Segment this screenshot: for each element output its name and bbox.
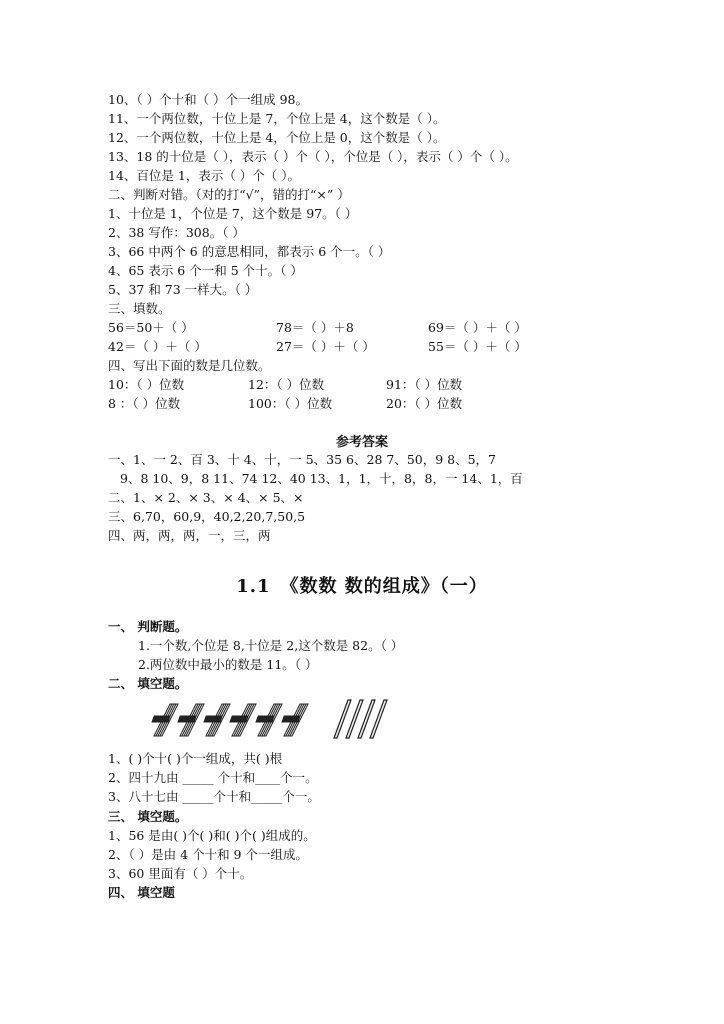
lesson-s2-q2: 2、四十九由 _____ 个十和____个一。 — [108, 770, 318, 785]
lesson-s1-heading: 一、 判断题。 — [108, 619, 188, 634]
lesson-s1-q1: 1.一个数,个位是 8,十位是 2,这个数是 82。（ ） — [138, 638, 404, 653]
fill-item: 78＝（ ）＋8 — [276, 320, 354, 335]
fill-item: 55＝（ ）＋（ ） — [428, 339, 527, 354]
judge-item-5: 5、37 和 73 一样大。（ ） — [108, 282, 258, 297]
digits-item: 91：（ ）位数 — [386, 377, 463, 392]
answers-line-2: 二、1、× 2、× 3、× 4、× 5、× — [108, 490, 304, 505]
lesson-s3-q2: 2、（ ）是由 4 个十和 9 个一组成。 — [108, 847, 308, 862]
answers-line-4: 四、两，两，两，一，三，两 — [108, 528, 271, 543]
digits-item: 12：（ ）位数 — [248, 377, 325, 392]
question-14: 14、百位是 1，表示（ ）个（ ）。 — [108, 168, 301, 183]
digits-item: 8 ：（ ）位数 — [108, 396, 181, 411]
digits-item: 20：（ ）位数 — [386, 396, 463, 411]
stick-bundle-icon — [152, 704, 178, 736]
digits-item: 10：（ ）位数 — [108, 377, 185, 392]
counting-sticks-image — [148, 694, 408, 742]
fill-item: 56＝50＋（ ） — [108, 320, 194, 335]
answers-line-3: 三、6,70，60,9，40,2,20,7,50,5 — [108, 509, 306, 524]
lesson-s2-q1: 1、( )个十( )个一组成，共( )根 — [108, 751, 283, 766]
lesson-s3-q1: 1、56 是由( )个( )和( )个( )组成的。 — [108, 828, 316, 843]
question-13: 13、18 的十位是（ ），表示（ ）个（ ），个位是（ ），表示（ ）个（ ）。 — [108, 149, 518, 164]
stick-bundle-icon — [178, 704, 204, 736]
lesson-s2-heading: 二、 填空题。 — [108, 676, 188, 691]
lesson-s2-q3: 3、八十七由 _____个十和_____个一。 — [108, 789, 320, 804]
lesson-s1-q2: 2.两位数中最小的数是 11。（ ） — [138, 657, 318, 672]
answers-line-1: 一、1、一 2、百 3、十 4、十，一 5、35 6、28 7、50，9 8、5，7 — [108, 452, 497, 467]
lesson-s4-heading: 四、 填空题 — [108, 885, 175, 900]
fill-item: 42＝（ ）＋（ ） — [108, 339, 207, 354]
stick-bundle-icon — [282, 704, 308, 736]
fill-item: 27＝（ ）＋（ ） — [276, 339, 375, 354]
question-12: 12、一个两位数，十位上是 4，个位上是 0，这个数是（ ）。 — [108, 130, 446, 145]
question-11: 11、一个两位数，十位上是 7，个位上是 4，这个数是（ ）。 — [108, 111, 446, 126]
judge-item-2: 2、38 写作：308。（ ） — [108, 225, 245, 240]
lesson-s3-heading: 三、 填空题。 — [108, 809, 188, 824]
fill-heading: 三、填数。 — [108, 301, 171, 316]
judge-item-1: 1、十位是 1，个位是 7，这个数是 97。（ ） — [108, 206, 358, 221]
judge-item-3: 3、66 中两个 6 的意思相同，都表示 6 个一。（ ） — [108, 244, 391, 259]
stick-bundle-icon — [256, 704, 282, 736]
judge-item-4: 4、65 表示 6 个一和 5 个十。（ ） — [108, 263, 303, 278]
lesson-s3-q3: 3、60 里面有（ ）个十。 — [108, 866, 253, 881]
digits-heading: 四、写出下面的数是几位数。 — [108, 358, 271, 373]
answers-title: 参考答案 — [335, 435, 388, 450]
lesson-title: 1.1 《数数 数的组成》（一） — [236, 576, 488, 597]
fill-item: 69＝（ ）＋（ ） — [428, 320, 527, 335]
stick-bundle-icon — [230, 704, 256, 736]
stick-bundle-icon — [204, 704, 230, 736]
stick-bundles — [152, 704, 308, 736]
answers-line-1b: 9、8 10、9，8 11、74 12、40 13、1，1，十，8，8，一 14、1，百 — [120, 471, 523, 486]
digits-item: 100：（ ）位数 — [248, 396, 333, 411]
judge-heading: 二、判断对错。（对的打“√”，错的打“×” ） — [108, 187, 350, 202]
single-sticks — [334, 700, 387, 738]
question-10: 10、（ ）个十和（ ）个一组成 98。 — [108, 92, 308, 107]
